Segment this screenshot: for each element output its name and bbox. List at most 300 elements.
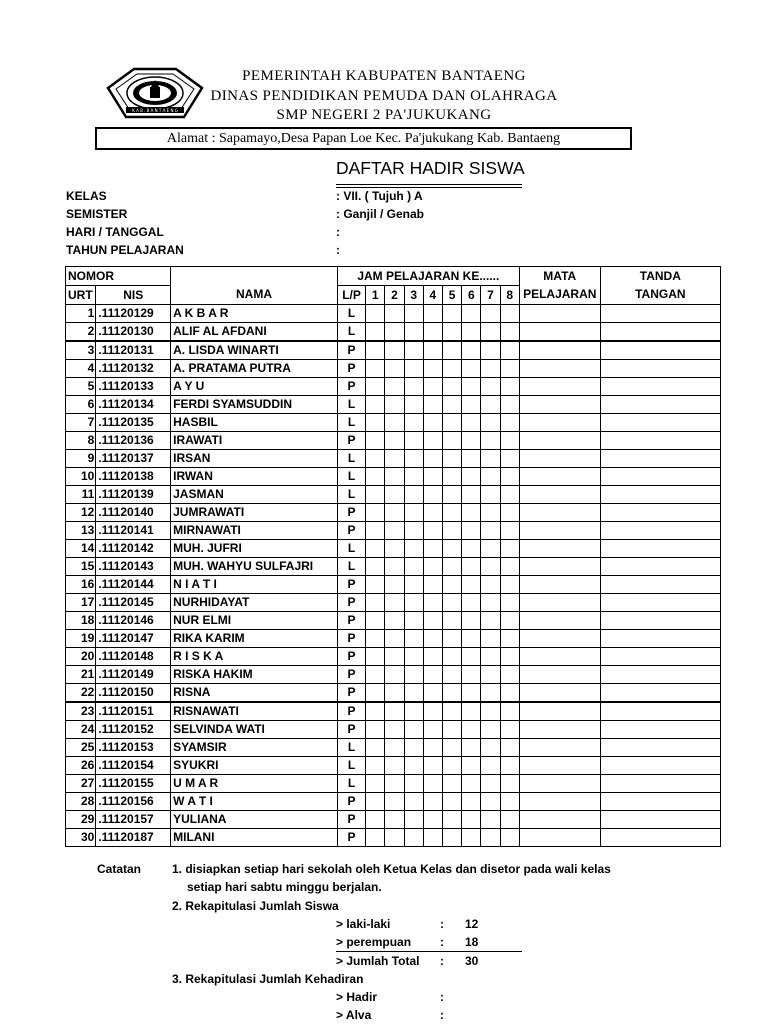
cell-hour-8: [500, 522, 519, 540]
cell-hour-5: [442, 305, 461, 323]
cell-hour-5: [442, 612, 461, 630]
cell-hour-8: [500, 829, 519, 847]
table-row: [66, 305, 721, 323]
cell-nama: ALIF AL AFDANI: [171, 323, 338, 342]
cell-nis: .11120157: [96, 811, 171, 829]
table-row: [66, 540, 721, 558]
cell-hour-2: [385, 504, 404, 522]
cell-hour-7: [481, 486, 500, 504]
cell-nama: HASBIL: [171, 414, 338, 432]
info-value-year: :: [336, 243, 340, 257]
cell-hour-7: [481, 721, 500, 739]
cell-hour-2: [385, 775, 404, 793]
cell-hour-3: [404, 396, 423, 414]
cell-nis: .11120153: [96, 739, 171, 757]
cell-hour-6: [462, 305, 481, 323]
cell-nama: NUR ELMI: [171, 612, 338, 630]
cell-lp: L: [337, 450, 365, 468]
cell-mata-pelajaran: [519, 486, 600, 504]
cell-nis: .11120148: [96, 648, 171, 666]
cell-hour-8: [500, 504, 519, 522]
cell-hour-3: [404, 450, 423, 468]
cell-hour-8: [500, 378, 519, 396]
cell-urt: 1: [66, 305, 96, 323]
header-nis: NIS: [96, 286, 171, 305]
cell-hour-4: [423, 739, 442, 757]
cell-hour-1: [366, 305, 385, 323]
cell-hour-4: [423, 450, 442, 468]
header-hour-5: 5: [442, 286, 461, 305]
cell-hour-2: [385, 648, 404, 666]
cell-hour-7: [481, 594, 500, 612]
cell-nama: NURHIDAYAT: [171, 594, 338, 612]
cell-hour-8: [500, 468, 519, 486]
cell-nis: .11120144: [96, 576, 171, 594]
cell-nis: .11120152: [96, 721, 171, 739]
cell-mata-pelajaran: [519, 793, 600, 811]
cell-hour-2: [385, 612, 404, 630]
cell-urt: 30: [66, 829, 96, 847]
cell-tanda-tangan: [600, 396, 720, 414]
cell-hour-5: [442, 829, 461, 847]
cell-hour-4: [423, 811, 442, 829]
cell-hour-8: [500, 323, 519, 342]
cell-hour-6: [462, 540, 481, 558]
cell-mata-pelajaran: [519, 323, 600, 342]
cell-mata-pelajaran: [519, 468, 600, 486]
cell-hour-6: [462, 739, 481, 757]
table-row: [66, 341, 721, 360]
summary-value-male: 12: [465, 917, 479, 931]
cell-nis: .11120154: [96, 757, 171, 775]
table-row: [66, 432, 721, 450]
cell-hour-5: [442, 757, 461, 775]
cell-mata-pelajaran: [519, 360, 600, 378]
cell-nama: IRAWATI: [171, 432, 338, 450]
cell-tanda-tangan: [600, 341, 720, 360]
cell-hour-7: [481, 540, 500, 558]
cell-hour-8: [500, 739, 519, 757]
cell-hour-3: [404, 540, 423, 558]
cell-hour-1: [366, 360, 385, 378]
cell-lp: L: [337, 739, 365, 757]
header-pelajaran: PELAJARAN: [519, 286, 600, 305]
address-box: Alamat : Sapamayo,Desa Papan Loe Kec. Pa'jukukang Kab. Bantaeng: [95, 127, 632, 150]
cell-lp: L: [337, 775, 365, 793]
cell-hour-1: [366, 775, 385, 793]
table-row: [66, 450, 721, 468]
cell-hour-6: [462, 486, 481, 504]
cell-hour-7: [481, 522, 500, 540]
cell-hour-6: [462, 576, 481, 594]
cell-urt: 12: [66, 504, 96, 522]
cell-hour-1: [366, 414, 385, 432]
cell-hour-7: [481, 450, 500, 468]
cell-tanda-tangan: [600, 504, 720, 522]
table-row: [66, 396, 721, 414]
cell-hour-8: [500, 757, 519, 775]
cell-hour-2: [385, 721, 404, 739]
cell-hour-4: [423, 702, 442, 721]
cell-hour-6: [462, 323, 481, 342]
cell-mata-pelajaran: [519, 594, 600, 612]
cell-tanda-tangan: [600, 432, 720, 450]
cell-hour-7: [481, 811, 500, 829]
cell-hour-1: [366, 396, 385, 414]
cell-hour-7: [481, 793, 500, 811]
cell-nis: .11120131: [96, 341, 171, 360]
header-hour-3: 3: [404, 286, 423, 305]
cell-hour-1: [366, 793, 385, 811]
cell-hour-8: [500, 305, 519, 323]
cell-hour-3: [404, 486, 423, 504]
cell-nis: .11120156: [96, 793, 171, 811]
header-school: SMP NEGERI 2 PA'JUKUKANG: [276, 107, 492, 123]
cell-nis: .11120141: [96, 522, 171, 540]
cell-hour-3: [404, 378, 423, 396]
cell-urt: 3: [66, 341, 96, 360]
cell-mata-pelajaran: [519, 775, 600, 793]
cell-hour-2: [385, 432, 404, 450]
cell-urt: 18: [66, 612, 96, 630]
cell-urt: 19: [66, 630, 96, 648]
cell-lp: P: [337, 360, 365, 378]
cell-hour-4: [423, 396, 442, 414]
cell-urt: 5: [66, 378, 96, 396]
cell-hour-6: [462, 414, 481, 432]
cell-hour-8: [500, 612, 519, 630]
cell-tanda-tangan: [600, 829, 720, 847]
cell-hour-3: [404, 612, 423, 630]
attendance-table: [65, 266, 721, 847]
cell-lp: P: [337, 811, 365, 829]
cell-hour-6: [462, 558, 481, 576]
cell-nama: MUH. WAHYU SULFAJRI: [171, 558, 338, 576]
cell-hour-7: [481, 558, 500, 576]
cell-lp: P: [337, 341, 365, 360]
cell-tanda-tangan: [600, 648, 720, 666]
cell-hour-2: [385, 594, 404, 612]
cell-urt: 13: [66, 522, 96, 540]
cell-hour-7: [481, 612, 500, 630]
cell-mata-pelajaran: [519, 648, 600, 666]
cell-hour-1: [366, 612, 385, 630]
cell-hour-1: [366, 702, 385, 721]
cell-hour-3: [404, 793, 423, 811]
header-row-2: [66, 286, 721, 305]
cell-hour-3: [404, 594, 423, 612]
cell-hour-1: [366, 450, 385, 468]
cell-hour-7: [481, 684, 500, 703]
cell-hour-2: [385, 414, 404, 432]
cell-hour-6: [462, 594, 481, 612]
summary-label-female: > perempuan: [336, 935, 412, 949]
cell-nama: A. PRATAMA PUTRA: [171, 360, 338, 378]
cell-hour-7: [481, 666, 500, 684]
cell-urt: 26: [66, 757, 96, 775]
header-department: DINAS PENDIDIKAN PEMUDA DAN OLAHRAGA: [210, 88, 558, 104]
cell-nis: .11120155: [96, 775, 171, 793]
table-row: [66, 522, 721, 540]
cell-nama: SYUKRI: [171, 757, 338, 775]
cell-urt: 15: [66, 558, 96, 576]
info-value-semester: : Ganjil / Genab: [336, 207, 425, 221]
cell-mata-pelajaran: [519, 396, 600, 414]
cell-lp: P: [337, 684, 365, 703]
header-lp: L/P: [337, 286, 365, 305]
cell-hour-6: [462, 702, 481, 721]
cell-hour-6: [462, 811, 481, 829]
cell-nis: .11120187: [96, 829, 171, 847]
table-row: [66, 468, 721, 486]
cell-nama: YULIANA: [171, 811, 338, 829]
cell-hour-2: [385, 757, 404, 775]
cell-tanda-tangan: [600, 486, 720, 504]
cell-lp: P: [337, 594, 365, 612]
cell-lp: P: [337, 648, 365, 666]
header-government: PEMERINTAH KABUPATEN BANTAENG: [242, 68, 526, 84]
attendance-colon-absent: :: [440, 1008, 444, 1022]
cell-nama: RIKA KARIM: [171, 630, 338, 648]
cell-nama: W A T I: [171, 793, 338, 811]
cell-urt: 2: [66, 323, 96, 342]
cell-mata-pelajaran: [519, 702, 600, 721]
cell-hour-1: [366, 757, 385, 775]
cell-hour-6: [462, 341, 481, 360]
cell-hour-8: [500, 775, 519, 793]
cell-nis: .11120149: [96, 666, 171, 684]
cell-nis: .11120130: [96, 323, 171, 342]
cell-mata-pelajaran: [519, 757, 600, 775]
cell-nama: A. LISDA WINARTI: [171, 341, 338, 360]
cell-mata-pelajaran: [519, 305, 600, 323]
cell-tanda-tangan: [600, 576, 720, 594]
cell-hour-4: [423, 757, 442, 775]
cell-nis: .11120140: [96, 504, 171, 522]
table-row: [66, 775, 721, 793]
cell-hour-4: [423, 468, 442, 486]
cell-mata-pelajaran: [519, 504, 600, 522]
table-row: [66, 630, 721, 648]
table-row: [66, 360, 721, 378]
cell-lp: P: [337, 793, 365, 811]
cell-urt: 14: [66, 540, 96, 558]
cell-urt: 8: [66, 432, 96, 450]
cell-hour-8: [500, 721, 519, 739]
cell-mata-pelajaran: [519, 739, 600, 757]
info-label-kelas: KELAS: [66, 189, 107, 203]
cell-hour-7: [481, 757, 500, 775]
cell-hour-5: [442, 540, 461, 558]
cell-nama: MIRNAWATI: [171, 522, 338, 540]
cell-urt: 9: [66, 450, 96, 468]
cell-hour-2: [385, 468, 404, 486]
cell-urt: 24: [66, 721, 96, 739]
cell-hour-4: [423, 666, 442, 684]
cell-lp: P: [337, 432, 365, 450]
cell-hour-5: [442, 630, 461, 648]
cell-hour-3: [404, 468, 423, 486]
cell-hour-2: [385, 684, 404, 703]
cell-hour-6: [462, 721, 481, 739]
logo-text: K A B . B A N T A E N G: [132, 108, 178, 113]
cell-hour-1: [366, 558, 385, 576]
title-underline: [336, 184, 522, 185]
table-row: [66, 648, 721, 666]
table-row: [66, 721, 721, 739]
table-row: [66, 757, 721, 775]
cell-hour-5: [442, 684, 461, 703]
cell-urt: 10: [66, 468, 96, 486]
cell-lp: L: [337, 323, 365, 342]
attendance-colon-present: :: [440, 990, 444, 1004]
cell-urt: 21: [66, 666, 96, 684]
cell-hour-2: [385, 540, 404, 558]
cell-tanda-tangan: [600, 360, 720, 378]
cell-tanda-tangan: [600, 775, 720, 793]
table-row: [66, 684, 721, 703]
cell-urt: 7: [66, 414, 96, 432]
cell-hour-4: [423, 522, 442, 540]
summary-label-male: > laki-laki: [336, 917, 391, 931]
header-hour-4: 4: [423, 286, 442, 305]
cell-mata-pelajaran: [519, 378, 600, 396]
cell-hour-7: [481, 576, 500, 594]
header-nama-top: [171, 267, 338, 286]
cell-tanda-tangan: [600, 540, 720, 558]
cell-hour-1: [366, 504, 385, 522]
cell-hour-1: [366, 739, 385, 757]
table-row: [66, 666, 721, 684]
cell-mata-pelajaran: [519, 811, 600, 829]
cell-hour-2: [385, 630, 404, 648]
cell-nama: N I A T I: [171, 576, 338, 594]
cell-hour-2: [385, 396, 404, 414]
cell-mata-pelajaran: [519, 630, 600, 648]
info-label-semester: SEMISTER: [66, 207, 128, 221]
cell-hour-6: [462, 684, 481, 703]
cell-hour-8: [500, 396, 519, 414]
cell-hour-5: [442, 811, 461, 829]
cell-tanda-tangan: [600, 630, 720, 648]
cell-hour-2: [385, 558, 404, 576]
cell-hour-5: [442, 793, 461, 811]
table-row: [66, 378, 721, 396]
cell-hour-3: [404, 775, 423, 793]
cell-nis: .11120145: [96, 594, 171, 612]
header-tanda: TANDA: [600, 267, 720, 286]
cell-nama: JASMAN: [171, 486, 338, 504]
cell-nis: .11120150: [96, 684, 171, 703]
cell-mata-pelajaran: [519, 540, 600, 558]
cell-hour-5: [442, 666, 461, 684]
cell-tanda-tangan: [600, 739, 720, 757]
cell-hour-3: [404, 684, 423, 703]
cell-hour-5: [442, 522, 461, 540]
cell-lp: P: [337, 522, 365, 540]
table-row: [66, 558, 721, 576]
cell-hour-2: [385, 811, 404, 829]
cell-hour-5: [442, 721, 461, 739]
cell-tanda-tangan: [600, 684, 720, 703]
cell-tanda-tangan: [600, 323, 720, 342]
cell-lp: L: [337, 540, 365, 558]
header-hour-6: 6: [462, 286, 481, 305]
cell-hour-6: [462, 775, 481, 793]
cell-hour-7: [481, 341, 500, 360]
cell-hour-1: [366, 594, 385, 612]
cell-hour-2: [385, 702, 404, 721]
cell-hour-5: [442, 432, 461, 450]
cell-hour-2: [385, 450, 404, 468]
table-row: [66, 739, 721, 757]
cell-hour-8: [500, 486, 519, 504]
table-row: [66, 323, 721, 342]
header-tangan: TANGAN: [600, 286, 720, 305]
cell-nis: .11120142: [96, 540, 171, 558]
header-mata: MATA: [519, 267, 600, 286]
cell-lp: L: [337, 305, 365, 323]
cell-nama: IRWAN: [171, 468, 338, 486]
cell-nama: FERDI SYAMSUDDIN: [171, 396, 338, 414]
cell-hour-5: [442, 739, 461, 757]
cell-lp: P: [337, 829, 365, 847]
cell-urt: 6: [66, 396, 96, 414]
cell-hour-4: [423, 721, 442, 739]
attendance-label-absent: > Alva: [336, 1008, 372, 1022]
cell-hour-3: [404, 414, 423, 432]
cell-hour-3: [404, 721, 423, 739]
cell-tanda-tangan: [600, 468, 720, 486]
cell-lp: P: [337, 721, 365, 739]
cell-hour-6: [462, 504, 481, 522]
header-nomor: NOMOR: [66, 267, 171, 286]
cell-hour-3: [404, 323, 423, 342]
note-1-line-2: setiap hari sabtu minggu berjalan.: [187, 880, 382, 894]
cell-hour-7: [481, 396, 500, 414]
cell-hour-8: [500, 414, 519, 432]
cell-hour-7: [481, 702, 500, 721]
note-2: 2. Rekapitulasi Jumlah Siswa: [172, 899, 339, 913]
table-row: [66, 811, 721, 829]
cell-lp: P: [337, 702, 365, 721]
cell-hour-8: [500, 576, 519, 594]
cell-nama: RISKA HAKIM: [171, 666, 338, 684]
cell-hour-7: [481, 739, 500, 757]
cell-hour-1: [366, 341, 385, 360]
cell-hour-4: [423, 630, 442, 648]
cell-tanda-tangan: [600, 757, 720, 775]
cell-nama: MILANI: [171, 829, 338, 847]
cell-hour-5: [442, 775, 461, 793]
cell-mata-pelajaran: [519, 576, 600, 594]
note-3: 3. Rekapitulasi Jumlah Kehadiran: [172, 972, 364, 986]
cell-hour-7: [481, 360, 500, 378]
cell-nis: .11120146: [96, 612, 171, 630]
cell-nis: .11120132: [96, 360, 171, 378]
table-row: [66, 414, 721, 432]
cell-hour-2: [385, 486, 404, 504]
cell-tanda-tangan: [600, 594, 720, 612]
header-hour-1: 1: [366, 286, 385, 305]
cell-mata-pelajaran: [519, 432, 600, 450]
cell-hour-5: [442, 648, 461, 666]
cell-hour-3: [404, 630, 423, 648]
cell-hour-4: [423, 540, 442, 558]
cell-hour-1: [366, 721, 385, 739]
cell-hour-4: [423, 378, 442, 396]
cell-lp: P: [337, 504, 365, 522]
